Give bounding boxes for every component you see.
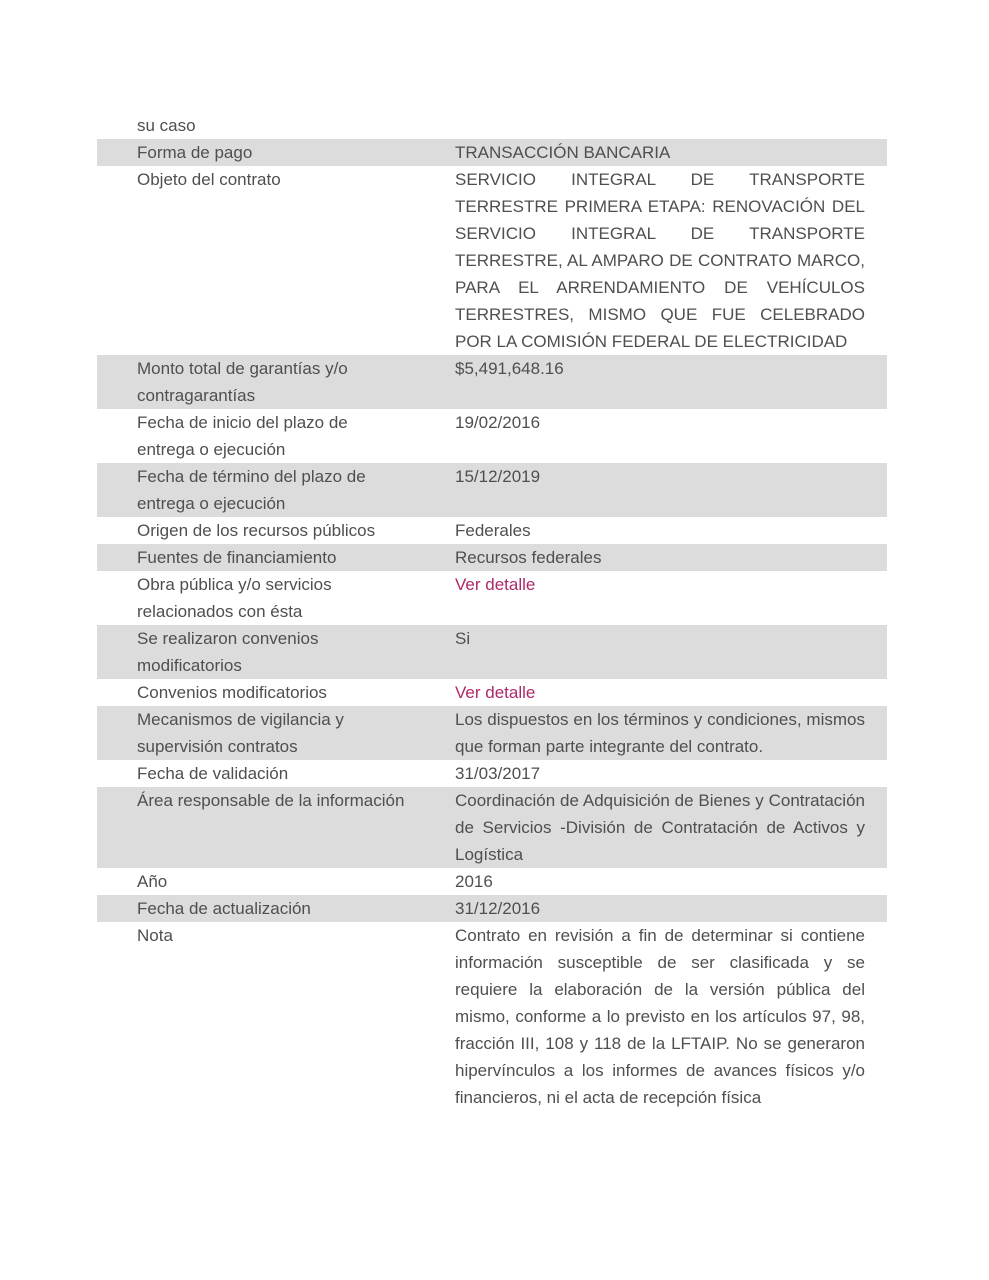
field-label: Objeto del contrato bbox=[137, 170, 281, 189]
table-row bbox=[97, 463, 887, 517]
table-row bbox=[97, 517, 887, 544]
table-row bbox=[97, 922, 887, 1111]
table-row bbox=[97, 895, 887, 922]
field-value: TRANSACCIÓN BANCARIA bbox=[455, 143, 671, 162]
field-label: Nota bbox=[137, 926, 173, 945]
field-value: $5,491,648.16 bbox=[455, 359, 564, 378]
table-row bbox=[97, 760, 887, 787]
field-value: 19/02/2016 bbox=[455, 413, 541, 432]
table-row-partial bbox=[97, 112, 887, 139]
table-row bbox=[97, 679, 887, 706]
field-value: Federales bbox=[455, 521, 531, 540]
table-row bbox=[97, 139, 887, 166]
ver-detalle-link[interactable]: Ver detalle bbox=[455, 683, 536, 702]
contract-details-table bbox=[97, 112, 887, 1111]
field-label: Fecha de término del plazo de entrega o ejecución bbox=[137, 467, 366, 513]
table-row bbox=[97, 355, 887, 409]
field-value: 15/12/2019 bbox=[455, 467, 541, 486]
field-value: 31/12/2016 bbox=[455, 899, 541, 918]
table-row bbox=[97, 706, 887, 760]
field-label: Fecha de actualización bbox=[137, 899, 311, 918]
table-row bbox=[97, 544, 887, 571]
ver-detalle-link[interactable]: Ver detalle bbox=[455, 575, 536, 594]
table-row bbox=[97, 571, 887, 625]
field-label: Fecha de inicio del plazo de entrega o ejecución bbox=[137, 413, 348, 459]
field-label: Convenios modificatorios bbox=[137, 683, 327, 702]
field-label: Mecanismos de vigilancia y supervisión contratos bbox=[137, 710, 344, 756]
field-label: Fecha de validación bbox=[137, 764, 289, 783]
field-label: Obra pública y/o servicios relacionados con ésta bbox=[137, 575, 332, 621]
field-value: SERVICIO INTEGRAL DE TRANSPORTE TERRESTRE PRIMERA ETAPA: RENOVACIÓN DEL SERVICIO INTEGRAL DE TRANSPORTE TERRESTRE, AL AMPARO DE CONTRATO MARCO, PARA EL ARRENDAMIENTO DE VEHÍCULOS TERRESTRES, MISMO QUE FUE CELEBRADO POR LA COMISIÓN FEDERAL DE ELECTRICIDAD bbox=[455, 170, 865, 351]
field-value bbox=[455, 112, 887, 139]
field-label: Año bbox=[137, 872, 168, 891]
field-label: Origen de los recursos públicos bbox=[137, 521, 376, 540]
table-rows bbox=[97, 139, 887, 1111]
field-value: Los dispuestos en los términos y condiciones, mismos que forman parte integrante del contrato. bbox=[455, 710, 865, 756]
field-value: 31/03/2017 bbox=[455, 764, 541, 783]
field-value: Si bbox=[455, 629, 471, 648]
field-label: Forma de pago bbox=[137, 143, 253, 162]
field-value: 2016 bbox=[455, 872, 493, 891]
table-row bbox=[97, 409, 887, 463]
table-row bbox=[97, 625, 887, 679]
field-value bbox=[455, 679, 887, 706]
field-value: Recursos federales bbox=[455, 548, 602, 567]
field-label: Monto total de garantías y/o contragarantías bbox=[137, 359, 348, 405]
field-label: Área responsable de la información bbox=[137, 791, 405, 810]
field-label: su caso bbox=[137, 116, 196, 135]
field-value: Contrato en revisión a fin de determinar si contiene información susceptible de ser clasificada y se requiere la elaboración de la versión pública del mismo, conforme a lo previsto en los artículos 97, 98, fracción III, 108 y 118 de la LFTAIP. No se generaron hipervínculos a los informes de avances físicos y/o financieros, ni el acta de recepción física bbox=[455, 926, 865, 1107]
table-row bbox=[97, 166, 887, 355]
field-value: Coordinación de Adquisición de Bienes y Contratación de Servicios -División de Contratación de Activos y Logística bbox=[455, 791, 865, 864]
table-row bbox=[97, 787, 887, 868]
field-label: Se realizaron convenios modificatorios bbox=[137, 629, 319, 675]
table-row bbox=[97, 868, 887, 895]
contract-details-viewport bbox=[97, 112, 887, 1177]
field-label: Fuentes de financiamiento bbox=[137, 548, 337, 567]
field-value bbox=[455, 571, 887, 625]
